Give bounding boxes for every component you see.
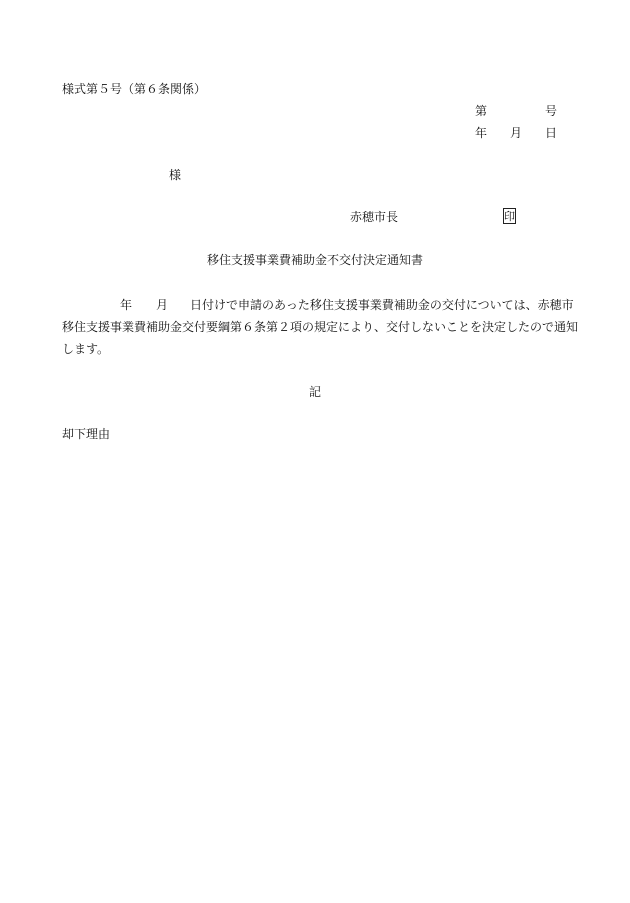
issuer-name: 赤穂市長 bbox=[350, 210, 399, 224]
document-title: 移住支援事業費補助金不交付決定通知書 bbox=[206, 253, 423, 267]
seal-mark: 印 bbox=[504, 210, 515, 223]
rejection-reason-label: 却下理由 bbox=[62, 427, 111, 441]
date-month-label: 月 bbox=[510, 126, 523, 140]
recipient-suffix: 様 bbox=[169, 168, 182, 182]
body-year-label: 年 bbox=[120, 298, 133, 312]
body-month-label: 月 bbox=[156, 298, 169, 312]
date-year-label: 年 bbox=[475, 126, 488, 140]
notice-body bbox=[62, 294, 579, 360]
form-label: 様式第５号（第６条関係） bbox=[62, 82, 207, 96]
body-line-3: します。 bbox=[62, 342, 110, 356]
number-go: 号 bbox=[545, 104, 558, 118]
ki-heading: 記 bbox=[309, 385, 322, 399]
date-day-label: 日 bbox=[545, 126, 558, 140]
body-line-1-text: 日付けで申請のあった移住支援事業費補助金の交付については、赤穂市 bbox=[190, 298, 574, 312]
body-line-1 bbox=[62, 294, 576, 316]
body-line-2: 移住支援事業費補助金交付要綱第６条第２項の規定により、交付しないことを決定したので通知 bbox=[62, 320, 579, 334]
number-dai: 第 bbox=[475, 104, 488, 118]
